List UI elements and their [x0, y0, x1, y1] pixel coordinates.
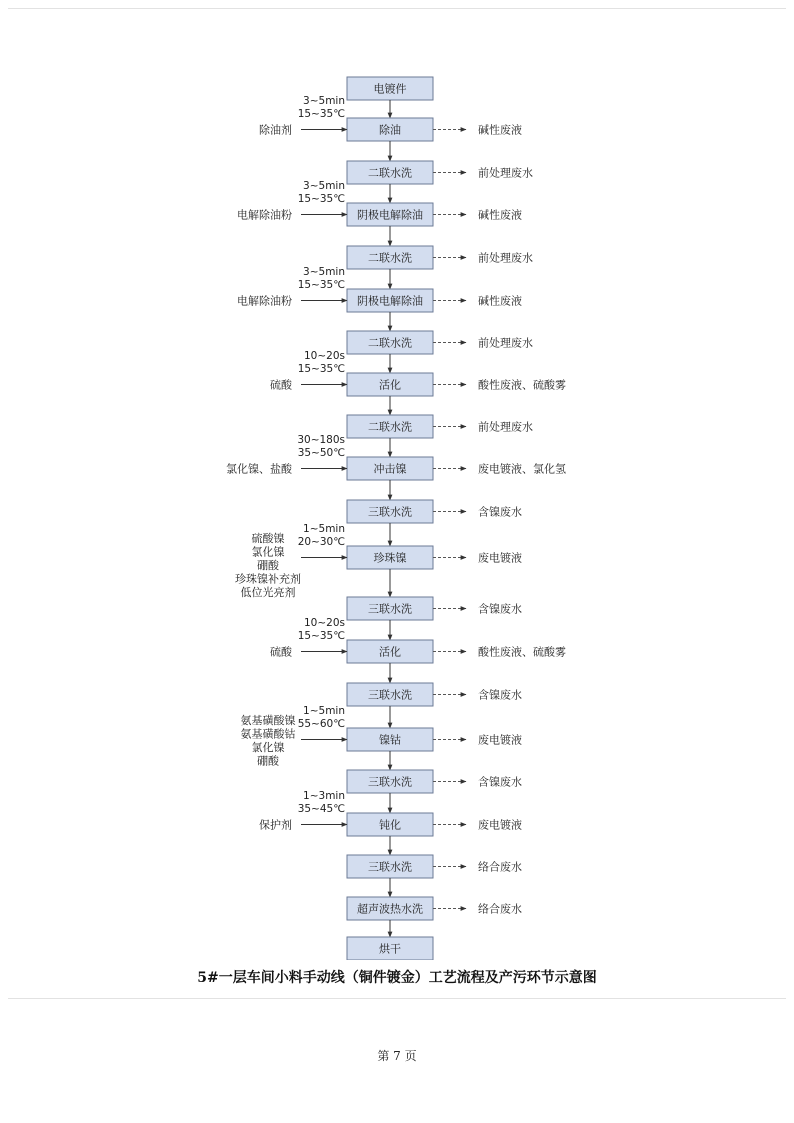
pollutant-output-label: 络合废水	[478, 902, 522, 916]
pollutant-output-label: 含镍废水	[478, 505, 522, 519]
process-step-label: 超声波热水洗	[357, 902, 423, 916]
process-step-label: 三联水洗	[368, 602, 412, 616]
chemical-input-label: 电解除油粉	[237, 208, 292, 222]
process-condition-label: 15~35℃	[297, 279, 345, 291]
page-number: 第 7 页	[377, 1049, 417, 1063]
process-step-label: 三联水洗	[368, 860, 412, 874]
process-step-label: 镍钴	[379, 733, 401, 747]
chemical-input-label: 氨基磺酸镍	[240, 713, 296, 727]
pollutant-output-label: 碱性废液	[478, 294, 522, 308]
process-step-label: 除油	[379, 123, 401, 137]
chemical-input-label: 电解除油粉	[237, 294, 292, 308]
pollutant-output-label: 碱性废液	[478, 123, 522, 137]
process-condition-label: 15~35℃	[297, 630, 345, 642]
chemical-input-label: 低位光亮剂	[240, 585, 296, 599]
process-step-label: 活化	[379, 645, 401, 659]
chemical-input-label: 硫酸	[270, 645, 292, 659]
pollutant-output-label: 含镍废水	[478, 775, 522, 789]
chemical-input-label: 硼酸	[257, 754, 279, 768]
chemical-input-label: 硼酸	[257, 558, 279, 572]
process-step-label: 活化	[379, 378, 401, 392]
process-condition-label: 10~20s	[304, 350, 345, 362]
pollutant-output-label: 废电镀液、氯化氢	[478, 462, 566, 476]
chemical-input-label: 氯化镍	[251, 740, 285, 754]
chemical-input-label: 硫酸镍	[251, 531, 285, 545]
process-condition-label: 3~5min	[303, 266, 345, 278]
pollutant-output-label: 前处理废水	[478, 166, 533, 180]
chemical-input-label: 氯化镍	[251, 545, 285, 559]
process-condition-label: 30~180s	[297, 434, 345, 446]
process-step-label: 电镀件	[373, 82, 407, 96]
process-step-label: 珍珠镍	[373, 551, 407, 565]
pollutant-output-label: 碱性废液	[478, 208, 522, 222]
process-condition-label: 35~45℃	[297, 803, 345, 815]
pollutant-output-label: 前处理废水	[478, 251, 533, 265]
process-step-label: 三联水洗	[368, 775, 412, 789]
process-condition-label: 15~35℃	[297, 108, 345, 120]
process-step-label: 二联水洗	[368, 251, 412, 265]
process-step-label: 冲击镍	[373, 462, 407, 476]
process-step-label: 阴极电解除油	[357, 294, 423, 308]
pollutant-output-label: 含镍废水	[478, 602, 522, 616]
pollutant-output-label: 废电镀液	[478, 733, 522, 747]
chemical-input-label: 除油剂	[259, 123, 292, 137]
pollutant-output-label: 前处理废水	[478, 420, 533, 434]
process-step-label: 二联水洗	[368, 166, 412, 180]
pollutant-output-label: 含镍废水	[478, 688, 522, 702]
process-condition-label: 55~60℃	[297, 718, 345, 730]
figure-caption: 5#一层车间小料手动线（铜件镀金）工艺流程及产污环节示意图	[197, 970, 597, 986]
process-step-label: 二联水洗	[368, 420, 412, 434]
process-condition-label: 1~5min	[303, 705, 345, 717]
process-condition-label: 20~30℃	[297, 536, 345, 548]
pollutant-output-label: 酸性废液、硫酸雾	[478, 645, 566, 659]
process-step-label: 二联水洗	[368, 336, 412, 350]
chemical-input-label: 氨基磺酸钴	[240, 727, 296, 741]
process-condition-label: 15~35℃	[297, 193, 345, 205]
pollutant-output-label: 酸性废液、硫酸雾	[478, 378, 566, 392]
process-step-label: 钝化	[379, 818, 401, 832]
process-step-label: 阴极电解除油	[357, 208, 423, 222]
pollutant-output-label: 络合废水	[478, 860, 522, 874]
process-condition-label: 3~5min	[303, 95, 345, 107]
process-condition-label: 1~5min	[303, 523, 345, 535]
process-condition-label: 10~20s	[304, 617, 345, 629]
process-step-label: 烘干	[379, 942, 401, 956]
process-condition-label: 15~35℃	[297, 363, 345, 375]
process-step-label: 三联水洗	[368, 688, 412, 702]
chemical-input-label: 保护剂	[259, 818, 292, 832]
chemical-input-label: 硫酸	[270, 378, 292, 392]
pollutant-output-label: 废电镀液	[478, 551, 522, 565]
process-condition-label: 35~50℃	[297, 447, 345, 459]
pollutant-output-label: 废电镀液	[478, 818, 522, 832]
chemical-input-label: 氯化镍、盐酸	[226, 462, 292, 476]
process-condition-label: 1~3min	[303, 790, 345, 802]
caption-divider	[8, 998, 786, 999]
pollutant-output-label: 前处理废水	[478, 336, 533, 350]
chemical-input-label: 珍珠镍补充剂	[235, 572, 301, 586]
process-step-label: 三联水洗	[368, 505, 412, 519]
process-condition-label: 3~5min	[303, 180, 345, 192]
